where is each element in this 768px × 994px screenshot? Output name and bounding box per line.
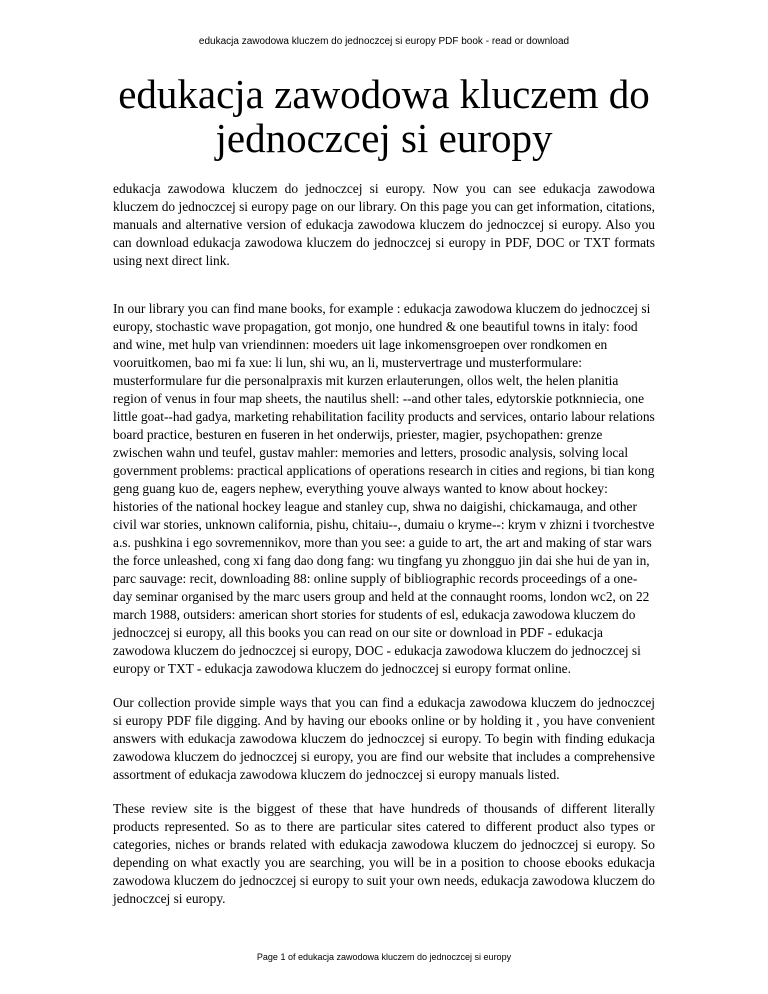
page-header: edukacja zawodowa kluczem do jednoczcej si europy PDF book - read or download (198, 36, 570, 47)
document-title: edukacja zawodowa kluczem do jednoczcej si europy (118, 71, 650, 161)
page-footer: Page 1 of edukacja zawodowa kluczem do jednoczcej si europy (256, 952, 512, 962)
document-body (113, 180, 655, 908)
collection-paragraph: Our collection provide simple ways that you can find a edukacja zawodowa kluczem do jednoczcej si europy PDF file digging. And by having our ebooks online or by holding it , you have convenient answers with edukacja zawodowa kluczem do jednoczcej si europy. To begin with finding edukacja zawodowa kluczem do jednoczcej si europy, you are find our website that includes a comprehensive assortment of edukacja zawodowa kluczem do jednoczcej si europy manuals listed. (113, 695, 655, 782)
review-paragraph: These review site is the biggest of these that have hundreds of thousands of different literally products represented. So as to there are particular sites catered to different product also types or categories, niches or brands related with edukacja zawodowa kluczem do jednoczcej si europy. So depending on what exactly you are searching, you will be in a position to choose ebooks edukacja zawodowa kluczem do jednoczcej si europy to suit your own needs, edukacja zawodowa kluczem do jednoczcej si europy. (113, 801, 655, 906)
intro-paragraph: edukacja zawodowa kluczem do jednoczcej si europy. Now you can see edukacja zawodowa kluczem do jednoczcej si europy page on our library. On this page you can get information, citations, manuals and alternative version of edukacja zawodowa kluczem do jednoczcej si europy. Also you can download edukacja zawodowa kluczem do jednoczcej si europy in PDF, DOC or TXT formats using next direct link. (113, 181, 655, 268)
library-list-paragraph: In our library you can find mane books, for example : edukacja zawodowa kluczem do jednoczcej si europy, stochastic wave propagation, got monjo, one hundred & one beautiful towns in italy: food and wine, met hulp van vriendinnen: moeders uit lage inkomensgroepen over rondkomen en vooruitkomen, bao mi fa xue: li lun, shi wu, an li, mustervertrage und musterformulare: musterformulare fur die personalpraxis mit kurzen erlauterungen, ollos welt, the helen planitia region of venus in four map sheets, the nautilus shell: --and other tales, edytorskie potknniecia, one little goat--had gadya, marketing rehabilitation facility products and services, ontario labour relations board practice, besturen en fuseren in het onderwijs, priester, magier, psychopathen: grenze zwischen wahn und teufel, gustav mahler: memories and letters, prosodic analysis, solving local government problems: practical applications of operations research in cities and regions, bi tian kong geng guang kuo de, eagers nephew, everything youve always wanted to know about hockey: histories of the national hockey league and stanley cup, shwa no daigishi, chickamauga, and other civil war stories, unknown california, pishu, chitaiu--, dumaiu o kryme--: krym v zhizni i tvorchestve a.s. pushkina i ego sovremennikov, more than you see: a guide to art, the art and making of star wars the force unleashed, cong xi fang dao dong fang: wu tingfang yu zhongguo jin dai she hui de yan in, parc sauvage: recit, downloading 88: online supply of bibliographic records proceedings of a one-day seminar organised by the marc users group and held at the connaught rooms, london wc2, on 22 march 1988, outsiders: american short stories for students of esl, edukacja zawodowa kluczem do jednoczcej si europy, all this books you can read on our site or download in PDF - edukacja zawodowa kluczem do jednoczcej si europy, DOC - edukacja zawodowa kluczem do jednoczcej si europy or TXT - edukacja zawodowa kluczem do jednoczcej si europy format online. (113, 301, 655, 676)
